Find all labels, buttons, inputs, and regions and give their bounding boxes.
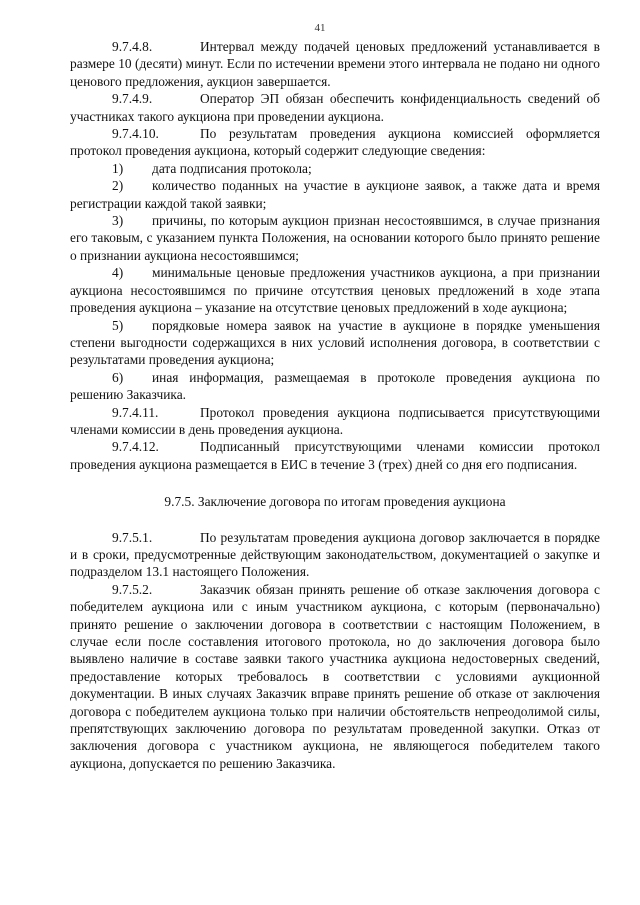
clause-9-7-5-2 [70, 581, 600, 772]
list-item-number: 1) [112, 160, 124, 176]
document-body [70, 38, 600, 772]
clause-number: 9.7.4.10. [112, 126, 159, 142]
list-item [70, 369, 600, 404]
list-item [70, 264, 600, 316]
list-item-text: порядковые номера заявок на участие в аукционе в порядке уменьшения степени выгодности содержащихся в них условий исполнения договора, в соответствии с результатами проведения аукциона; [70, 317, 600, 368]
page-number: 41 [314, 22, 326, 34]
clause-text: По результатам проведения аукциона комиссией оформляется протокол проведения аукциона, который содержит следующие сведения: [70, 126, 600, 159]
clause-text: Интервал между подачей ценовых предложений устанавливается в размере 10 (десяти) минут. Если по истечении времени этого интервала не подано ни одного ценового предложения, аукцион завершается. [70, 39, 600, 89]
clause-text: Заказчик обязан принять решение об отказе заключения договора с победителем аукциона или с иным участником аукциона, с которым (первоначально) принято решение о заключении договора в соответствии с настоящим Положением, в случае если после составления итогового протокола, но до заключения договора было выявлено наличие в составе заявки такого участника аукциона недостоверных сведений, предоставление которых требовалось в соответствии с условиями аукционной документации. В иных случаях Заказчик вправе принять решение об отказе от заключения договора с победителем аукциона только при наличии обстоятельств непреодолимой силы, препятствующих заключению договора по результатам проведенной закупки. Отказ от заключения договора с участником аукциона, не являющегося победителем такого аукциона, допускается по решению Заказчика. [70, 581, 600, 771]
clause-text: По результатам проведения аукциона договор заключается в порядке и в сроки, предусмотренные действующим законодательством, документацией о закупке и подразделом 13.1 настоящего Положения. [70, 529, 600, 580]
clause-text: Протокол проведения аукциона подписывается присутствующими членами комиссии в день проведения аукциона. [70, 404, 600, 437]
list-item [70, 177, 600, 212]
list-item-number: 6) [112, 369, 124, 385]
section-heading: 9.7.5. Заключение договора по итогам проведения аукциона [164, 494, 506, 510]
list-item [70, 160, 600, 177]
clause-9-7-4-9 [70, 90, 600, 125]
clause-9-7-4-8 [70, 38, 600, 90]
list-item-number: 3) [112, 213, 124, 229]
list-item-text: причины, по которым аукцион признан несостоявшимся, в случае признания его таковым, с указанием пункта Положения, на основании которого было принято решение о признании аукциона несостоявшимся; [70, 213, 600, 263]
clause-9-7-4-10 [70, 125, 600, 160]
list-item-text: иная информация, размещаемая в протоколе проведения аукциона по решению Заказчика. [70, 369, 600, 403]
clause-text: Подписанный присутствующими членами комиссии протокол проведения аукциона размещается в ЕИС в течение 3 (трех) дней со дня его подписания. [70, 439, 600, 472]
clause-number: 9.7.4.8. [112, 39, 153, 54]
list-item-number: 2) [112, 178, 124, 194]
clause-9-7-4-11 [70, 404, 600, 439]
list-item [70, 317, 600, 369]
list-item-number: 5) [112, 317, 124, 333]
list-item-text: минимальные ценовые предложения участников аукциона, а при признании аукциона несостоявшимся по причине отсутствия ценовых предложений в ходе этапа проведения аукциона – указание на отсутствие ценовых предложений в ходе аукциона; [70, 265, 600, 316]
clause-number: 9.7.5.2. [112, 581, 153, 597]
clause-text: Оператор ЭП обязан обеспечить конфиденциальность сведений об участниках такого аукциона при проведении аукциона. [70, 91, 600, 124]
clause-number: 9.7.4.9. [112, 91, 153, 107]
clause-9-7-4-12 [70, 438, 600, 473]
clause-number: 9.7.4.12. [112, 439, 159, 455]
list-item-number: 4) [112, 265, 124, 281]
list-item [70, 212, 600, 264]
list-item-text: количество поданных на участие в аукционе заявок, а также дата и время регистрации каждой такой заявки; [70, 178, 600, 211]
clause-9-7-5-1 [70, 529, 600, 581]
clause-number: 9.7.5.1. [112, 529, 153, 545]
clause-number: 9.7.4.11. [112, 404, 159, 420]
list-item-text: дата подписания протокола; [152, 160, 312, 176]
